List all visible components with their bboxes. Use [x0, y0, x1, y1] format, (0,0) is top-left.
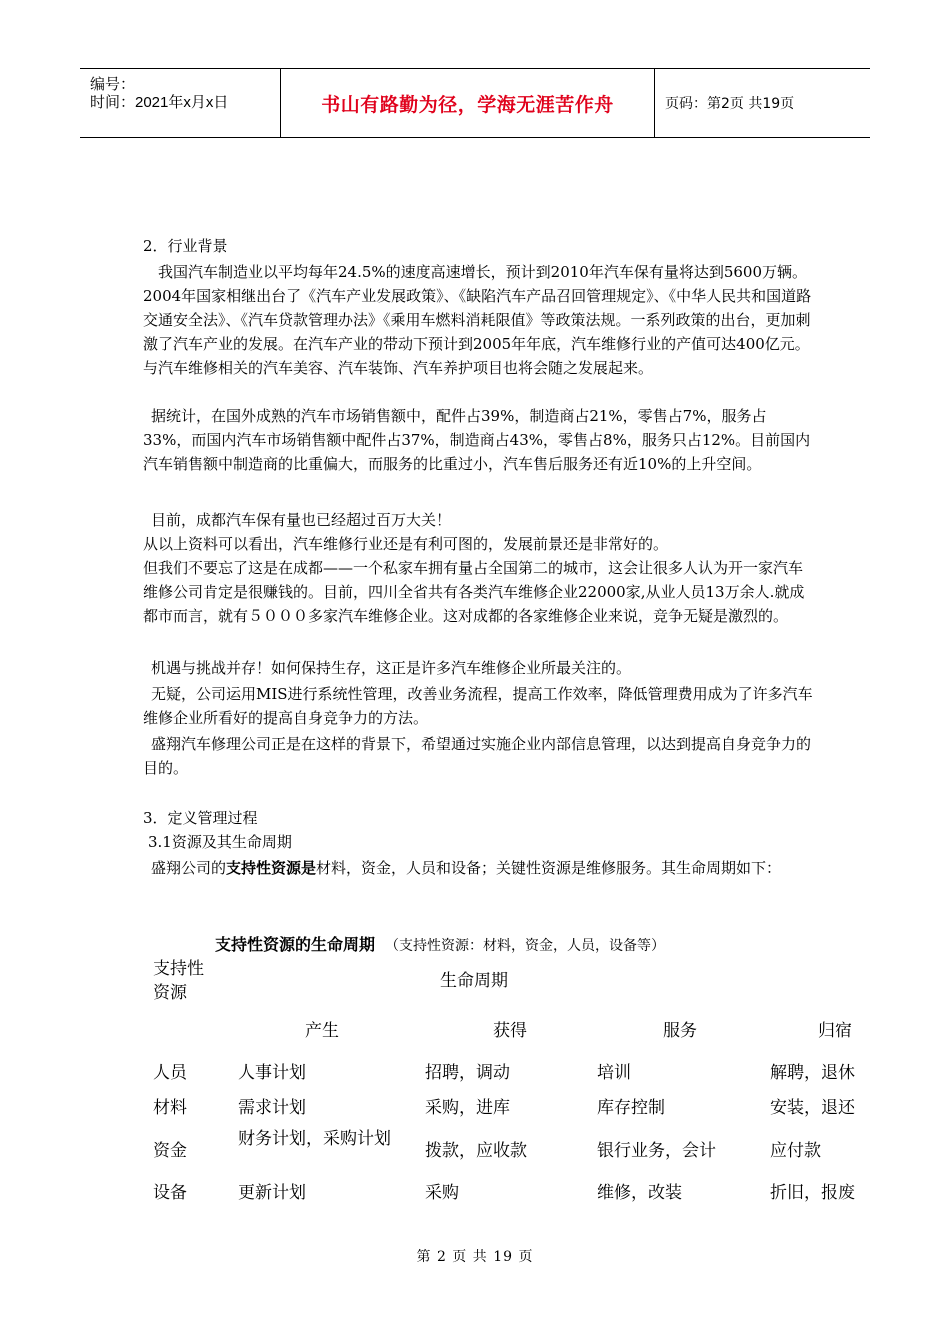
- header-meta-cell: [80, 69, 281, 137]
- header-page-cell: [655, 69, 870, 137]
- paragraph-2: 据统计，在国外成熟的汽车市场销售额中，配件占39%，制造商占21%，零售占7%，服务占33%，而国内汽车市场销售额中配件占37%，制造商占43%，零售占8%，服务只占12%。目前国内汽车销售额中制造商的比重偏大，而服务的比重过小，汽车售后服务还有近10%的上升空间。: [143, 407, 811, 473]
- paragraph-3: 目前，成都汽车保有量也已经超过百万大关！: [151, 511, 452, 529]
- row-material-service: 库存控制: [597, 1098, 665, 1118]
- section-3-title: 3．定义管理过程: [143, 809, 258, 827]
- row-equipment-disposal: 折旧，报废: [770, 1183, 855, 1203]
- page-footer: 第 2 页 共 19 页: [416, 1249, 534, 1265]
- motto-text: 书山有路勤为径，学海无涯苦作舟: [321, 93, 614, 116]
- row-equipment-create: 更新计划: [238, 1183, 306, 1203]
- intro-pre: 盛翔公司的: [151, 859, 227, 877]
- stage-header-disposal: 归宿: [818, 1021, 852, 1041]
- paragraph-8: 盛翔汽车修理公司正是在这样的背景下，希望通过实施企业内部信息管理，以达到提高自身竞争力的目的。: [143, 735, 812, 777]
- lifecycle-header: 生命周期: [440, 971, 508, 991]
- lifecycle-table-title: [215, 932, 665, 955]
- intro-bold: 支持性资源是: [226, 859, 317, 877]
- paragraph-4: 从以上资料可以看出，汽车维修行业还是有利可图的，发展前景还是非常好的。: [143, 535, 669, 553]
- header-motto-cell: [281, 69, 655, 137]
- row-equipment-service: 维修，改装: [597, 1183, 682, 1203]
- row-funds-acquire: 拨款，应收款: [425, 1141, 527, 1161]
- row-equipment-resource: 设备: [153, 1183, 187, 1203]
- section-3-intro: [143, 856, 813, 880]
- stage-header-acquire: 获得: [493, 1021, 527, 1041]
- number-label: 编号：: [90, 76, 136, 93]
- paragraph-7: 无疑，公司运用MIS进行系统性管理，改善业务流程，提高工作效率，降低管理费用成为了许多汽车维修企业所看好的提高自身竞争力的方法。: [143, 685, 813, 727]
- row-personnel-service: 培训: [597, 1063, 631, 1083]
- resource-header-line1: 支持性: [153, 959, 204, 979]
- row-funds-disposal: 应付款: [770, 1141, 821, 1161]
- stage-header-service: 服务: [663, 1021, 697, 1041]
- page-header: [80, 68, 870, 138]
- row-personnel-acquire: 招聘，调动: [425, 1063, 510, 1083]
- lifecycle-title-sub: （支持性资源：材料，资金，人员，设备等）: [385, 938, 666, 954]
- stage-header-create: 产生: [305, 1021, 339, 1041]
- row-material-acquire: 采购，进库: [425, 1098, 510, 1118]
- lifecycle-title-main: 支持性资源的生命周期: [215, 935, 376, 954]
- row-funds-service: 银行业务，会计: [597, 1141, 716, 1161]
- row-personnel-resource: 人员: [153, 1063, 187, 1083]
- row-material-resource: 材料: [153, 1098, 187, 1118]
- section-3-1-title: 3.1资源及其生命周期: [148, 833, 292, 851]
- paragraph-1: 我国汽车制造业以平均每年24.5%的速度高速增长，预计到2010年汽车保有量将达到5600万辆。2004年国家相继出台了《汽车产业发展政策》、《缺陷汽车产品召回管理规定》、《中华人民共和国道路交通安全法》、《汽车贷款管理办法》《乘用车燃料消耗限值》等政策法规。一系列政策的出台，更加刺激了汽车产业的发展。在汽车产业的带动下预计到2005年年底，汽车维修行业的产值可达400亿元。与汽车维修相关的汽车美容、汽车装饰、汽车养护项目也将会随之发展起来。: [143, 263, 812, 377]
- row-material-create: 需求计划: [238, 1098, 306, 1118]
- row-personnel-disposal: 解聘，退休: [770, 1063, 855, 1083]
- row-material-disposal: 安装，退还: [770, 1098, 855, 1118]
- row-funds-create: 财务计划，采购计划: [238, 1129, 391, 1149]
- intro-post: 材料，资金，人员和设备；关键性资源是维修服务。其生命周期如下：: [316, 859, 782, 877]
- paragraph-6: 机遇与挑战并存！如何保持生存，这正是许多汽车维修企业所最关注的。: [151, 659, 632, 677]
- resource-header-line2: 资源: [153, 983, 187, 1003]
- section-2-title: 2．行业背景: [143, 237, 228, 255]
- row-personnel-create: 人事计划: [238, 1063, 306, 1083]
- row-equipment-acquire: 采购: [425, 1183, 459, 1203]
- paragraph-5: 但我们不要忘了这是在成都——一个私家车拥有量占全国第二的城市，这会让很多人认为开一家汽车维修公司肯定是很赚钱的。目前，四川全省共有各类汽车维修企业22000家,从业人员13万余人.就成都市而言，就有５０００多家汽车维修企业。这对成都的各家维修企业来说，竞争无疑是激烈的。: [143, 559, 805, 625]
- page-info: 页码：第2页 共19页: [665, 96, 795, 112]
- row-funds-resource: 资金: [153, 1141, 187, 1161]
- date-label: 时间：2021年x月x日: [90, 94, 229, 111]
